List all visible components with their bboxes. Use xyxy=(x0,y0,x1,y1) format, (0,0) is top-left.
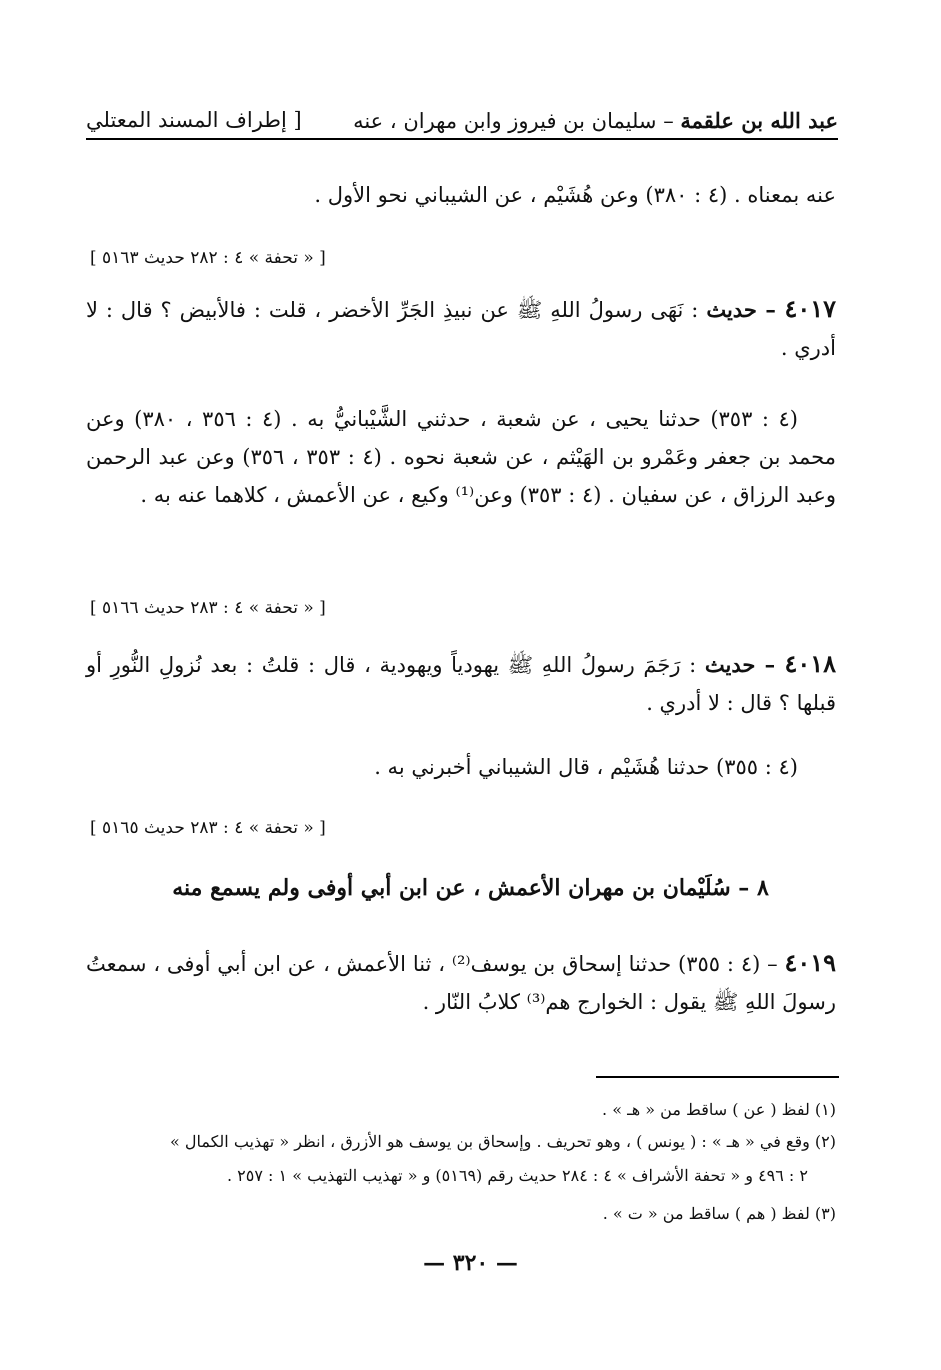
hadith-4018 xyxy=(86,645,836,722)
footnote-3: (٣) لفظ ( هم ) ساقط من « ت » . xyxy=(602,1204,836,1223)
page-number: — ٣٢٠ — xyxy=(423,1250,518,1276)
hadith-4017 xyxy=(86,290,836,367)
hadith-number: ٤٠١٧ xyxy=(784,294,836,323)
running-header xyxy=(86,104,838,138)
paragraph-continuation: عنه بمعناه . (٤ : ٣٨٠) وعن هُشَيْم ، عن الشيباني نحو الأول . xyxy=(314,183,836,207)
footnote-rule xyxy=(596,1076,839,1078)
header-book-title: [ إطراف المسند المعتلي xyxy=(86,108,302,132)
hadith-4017-chain: (٤ : ٣٥٣) حدثنا يحيى ، عن شعبة ، حدثني الشَّيْبانيُّ به . (٤ : ٣٥٦ ، ٣٨٠) وعن محمد بن جعفر وعَمْرو بن الهَيْثم ، عن شعبة نحوه . (٤ : ٣٥٣ ، ٣٥٦) وعن عبد الرحمن وعبد الرزاق ، عن سفيان . (٤ : ٣٥٣) وعن⁽¹⁾ وكيع ، عن الأعمش ، كلاهما عنه به . xyxy=(86,407,836,507)
hadith-text: : رَجَمَ رسولُ اللهِ ﷺ يهودياً ويهودية ، قال : قلتُ : بعد نُزولِ النُّورِ أو قبلها ؟ قال : لا أدري . xyxy=(86,653,836,715)
header-chapter-rest: – سليمان بن فيروز وابن مهران ، عنه xyxy=(353,109,681,133)
header-chapter xyxy=(353,108,838,133)
footnote-1: (١) لفظ ( عن ) ساقط من « هـ » . xyxy=(602,1100,836,1119)
hadith-keyword: – حديث xyxy=(706,297,785,322)
footnote-2-continued: ٢ : ٤٩٦ و « تحفة الأشراف » ٤ : ٢٨٤ حديث رقم (٥١٦٩) و « تهذيب التهذيب » ١ : ٢٥٧ . xyxy=(227,1166,808,1185)
header-author: عبد الله بن علقمة xyxy=(680,108,838,133)
hadith-text: : نَهَى رسولُ اللهِ ﷺ عن نبيذِ الجَرِّ الأخضر ، قلت : فالأبيض ؟ قال : لا أدري . xyxy=(86,298,836,360)
hadith-4019 xyxy=(86,944,836,1021)
tuhfa-reference-2: [ « تحفة » ٤ : ٢٨٣ حديث ٥١٦٦ ] xyxy=(90,598,326,618)
hadith-4018-chain: (٤ : ٣٥٥) حدثنا هُشَيْم ، قال الشيباني أخبرني به . xyxy=(374,755,798,779)
hadith-text: – (٤ : ٣٥٥) حدثنا إسحاق بن يوسف⁽²⁾ ، ثنا الأعمش ، عن ابن أبي أوفى ، سمعتُ رسولَ اللهِ ﷺ يقول : الخوارج هم⁽³⁾ كلابُ النّار . xyxy=(86,952,836,1014)
tuhfa-reference-3: [ « تحفة » ٤ : ٢٨٣ حديث ٥١٦٥ ] xyxy=(90,818,326,838)
tuhfa-reference-1: [ « تحفة » ٤ : ٢٨٢ حديث ٥١٦٣ ] xyxy=(90,248,326,268)
hadith-number: ٤٠١٨ xyxy=(784,649,837,678)
hadith-number: ٤٠١٩ xyxy=(784,948,837,977)
section-heading: ٨ – سُلَيْمان بن مهران الأعمش ، عن ابن أبي أوفى ولم يسمع منه xyxy=(172,875,769,901)
header-rule xyxy=(86,138,838,140)
footnote-2: (٢) وقع في « هـ » : ( يونس ) ، وهو تحريف . وإسحاق بن يوسف هو الأزرق ، انظر « تهذيب الكمال » xyxy=(169,1132,836,1151)
hadith-keyword: – حديث xyxy=(704,652,785,677)
